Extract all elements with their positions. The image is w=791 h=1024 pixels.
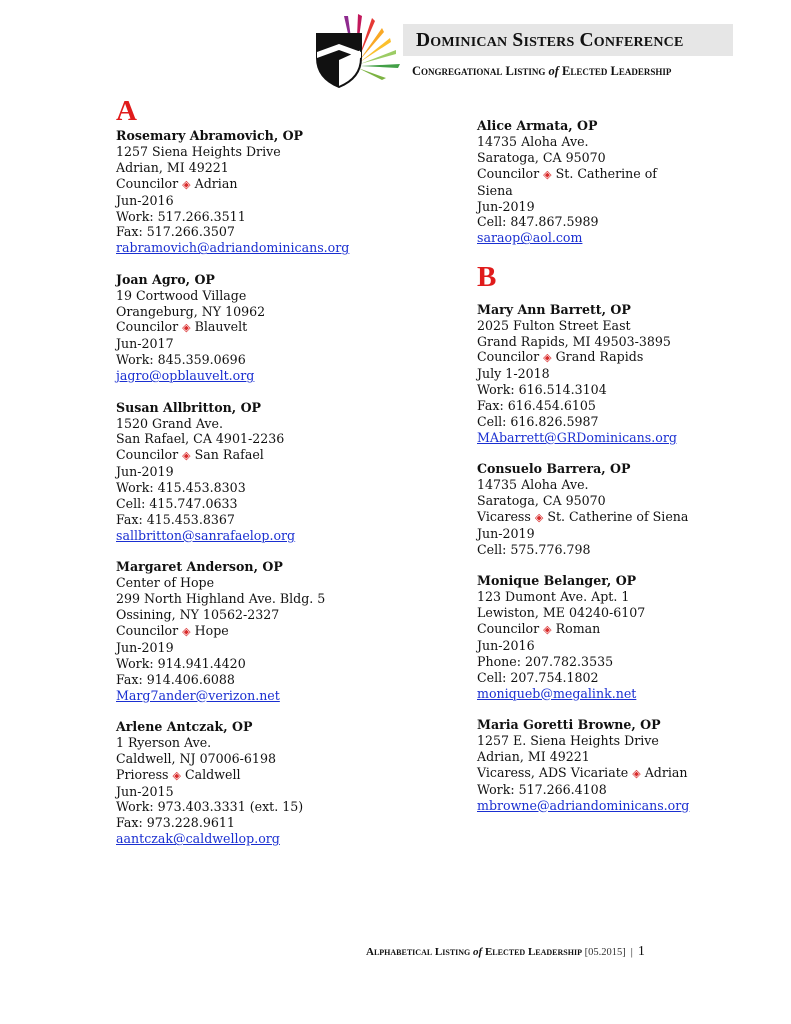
- role-line: [116, 319, 446, 336]
- role-title: Councilor: [477, 349, 540, 365]
- member-name: Susan Allbritton, OP: [116, 399, 262, 415]
- email-line: [116, 831, 446, 847]
- detail-line: Fax: 415.453.8367: [116, 511, 235, 527]
- detail-line: Phone: 207.782.3535: [477, 653, 614, 669]
- address-line: 299 North Highland Ave. Bldg. 5: [116, 591, 326, 607]
- address-line: 1520 Grand Ave.: [116, 415, 223, 431]
- address-line: Caldwell, NJ 07006-6198: [116, 750, 276, 766]
- diamond-icon: ◈: [182, 624, 191, 638]
- detail-line: Work: 845.359.0696: [116, 352, 246, 368]
- role-line: [116, 447, 446, 464]
- dominican-shield-logo: [314, 14, 402, 88]
- community-name: Blauvelt: [194, 319, 248, 335]
- role-title: Vicaress: [477, 509, 531, 525]
- role-line: [116, 767, 446, 784]
- email-link[interactable]: rabramovich@adriandominicans.org: [116, 240, 350, 256]
- entry-list-a-continued: [477, 118, 777, 246]
- member-name: Maria Goretti Browne, OP: [477, 717, 661, 733]
- community-name: St. Catherine of: [555, 165, 657, 181]
- email-link[interactable]: jagro@opblauvelt.org: [116, 368, 255, 384]
- role-line: [116, 176, 446, 193]
- footer-separator: |: [630, 947, 633, 958]
- member-name: Alice Armata, OP: [477, 118, 598, 133]
- address-line: Grand Rapids, MI 49503-3895: [477, 333, 671, 349]
- role-title: Vicaress, ADS Vicariate: [477, 764, 629, 780]
- role-line: [477, 166, 777, 183]
- diamond-icon: ◈: [543, 351, 552, 365]
- page-footer: [366, 944, 645, 960]
- address-line: Lewiston, ME 04240-6107: [477, 605, 646, 621]
- address-line: 1257 E. Siena Heights Drive: [477, 733, 659, 748]
- email-link[interactable]: Marg7ander@verizon.net: [116, 687, 280, 703]
- address-line: Ossining, NY 10562-2327: [116, 606, 280, 622]
- address-line: San Rafael, CA 4901-2236: [116, 431, 285, 447]
- address-line: 1257 Siena Heights Drive: [116, 143, 281, 159]
- detail-line: Jun-2019: [116, 464, 174, 480]
- member-name: Rosemary Abramovich, OP: [116, 128, 304, 143]
- email-line: [477, 686, 777, 702]
- email-line: [477, 230, 777, 246]
- role-line: [477, 509, 777, 526]
- email-link[interactable]: MAbarrett@GRDominicans.org: [477, 430, 677, 445]
- detail-line: Cell: 616.826.5987: [477, 414, 599, 430]
- detail-line: Jun-2019: [116, 639, 174, 655]
- subtitle-part2: Elected Leadership: [562, 64, 672, 78]
- list-item: [116, 719, 446, 847]
- page-number: 1: [637, 944, 645, 959]
- detail-line: Cell: 415.747.0633: [116, 496, 238, 512]
- detail-line: Jun-2016: [477, 637, 535, 653]
- role-title: Councilor: [116, 447, 179, 463]
- community-name: Adrian: [194, 175, 238, 191]
- community-name: Caldwell: [184, 766, 241, 782]
- member-name: Margaret Anderson, OP: [116, 559, 283, 575]
- role-title: Councilor: [477, 621, 540, 637]
- community-name-continued: Siena: [477, 182, 513, 198]
- diamond-icon: ◈: [182, 177, 191, 191]
- diamond-icon: ◈: [172, 768, 181, 782]
- address-line: 1 Ryerson Ave.: [116, 734, 212, 750]
- list-item: [477, 573, 777, 701]
- diamond-icon: ◈: [632, 766, 641, 780]
- email-link[interactable]: moniqueb@megalink.net: [477, 685, 637, 701]
- member-name: Monique Belanger, OP: [477, 573, 637, 589]
- email-line: [477, 430, 777, 446]
- entry-list-a: [116, 128, 446, 847]
- role-line: [116, 623, 446, 640]
- address-line: 14735 Aloha Ave.: [477, 477, 589, 493]
- detail-line: Fax: 914.406.6088: [116, 671, 235, 687]
- community-name: Roman: [555, 621, 601, 637]
- diamond-icon: ◈: [182, 449, 191, 463]
- entry-list-b: [477, 302, 777, 814]
- member-name: Consuelo Barrera, OP: [477, 461, 631, 477]
- list-item: [477, 302, 777, 446]
- list-item: [477, 461, 777, 557]
- footer-title-part1: Alphabetical Listing: [366, 946, 471, 958]
- diamond-icon: ◈: [543, 167, 552, 181]
- section-letter-b: B: [477, 260, 497, 293]
- email-link[interactable]: sallbritton@sanrafaelop.org: [116, 527, 296, 543]
- member-name: Arlene Antczak, OP: [116, 718, 253, 734]
- role-title: Councilor: [116, 319, 179, 335]
- address-line: Saratoga, CA 95070: [477, 493, 606, 509]
- footer-date: [05.2015]: [584, 947, 626, 958]
- diamond-icon: ◈: [543, 623, 552, 637]
- address-line: Adrian, MI 49221: [477, 748, 590, 764]
- address-line: 19 Cortwood Village: [116, 287, 247, 303]
- address-line: Saratoga, CA 95070: [477, 149, 606, 165]
- footer-title: [366, 946, 582, 958]
- detail-line: Fax: 616.454.6105: [477, 398, 596, 414]
- detail-line: Jun-2019: [477, 526, 535, 542]
- detail-line: Cell: 575.776.798: [477, 541, 591, 557]
- page-subtitle: [412, 64, 671, 79]
- role-line: [477, 765, 777, 782]
- detail-line: Work: 415.453.8303: [116, 480, 246, 496]
- member-name: Mary Ann Barrett, OP: [477, 301, 631, 317]
- role-title: Councilor: [116, 622, 179, 638]
- email-line: [116, 240, 446, 256]
- community-name: Hope: [194, 622, 229, 638]
- page-title: Dominican Sisters Conference: [416, 30, 684, 51]
- detail-line: Cell: 207.754.1802: [477, 669, 599, 685]
- diamond-icon: ◈: [534, 511, 544, 525]
- detail-line: Work: 517.266.3511: [116, 208, 246, 224]
- subtitle-of: of: [548, 64, 559, 78]
- email-link[interactable]: aantczak@caldwellop.org: [116, 831, 280, 847]
- detail-line: Jun-2019: [477, 198, 535, 214]
- address-line: Orangeburg, NY 10962: [116, 303, 266, 319]
- address-line: 123 Dumont Ave. Apt. 1: [477, 589, 630, 605]
- email-link[interactable]: saraop@aol.com: [477, 230, 583, 246]
- list-item: [116, 400, 446, 544]
- role-title: Councilor: [116, 175, 179, 191]
- detail-line: Work: 914.941.4420: [116, 655, 246, 671]
- role-line: [477, 349, 777, 366]
- role-title: Prioress: [116, 766, 169, 782]
- left-column: [116, 96, 446, 863]
- detail-line: Fax: 517.266.3507: [116, 224, 235, 240]
- subtitle-part1: Congregational Listing: [412, 64, 546, 78]
- member-name: Joan Agro, OP: [116, 271, 215, 287]
- section-letter-a: A: [116, 95, 137, 127]
- address-line: 14735 Aloha Ave.: [477, 133, 589, 149]
- detail-line: Fax: 973.228.9611: [116, 815, 235, 831]
- community-name: Grand Rapids: [555, 349, 644, 365]
- detail-line: Cell: 847.867.5989: [477, 214, 599, 230]
- detail-line: Work: 517.266.4108: [477, 781, 607, 797]
- list-item: [477, 717, 777, 813]
- role-title: Councilor: [477, 165, 540, 181]
- detail-line: Jun-2016: [116, 192, 174, 208]
- list-item: [116, 128, 446, 256]
- email-line: [116, 368, 446, 384]
- community-name: San Rafael: [194, 447, 264, 463]
- right-column: [477, 118, 777, 829]
- email-line: [477, 798, 777, 814]
- list-item: [477, 118, 777, 246]
- address-line: 2025 Fulton Street East: [477, 317, 631, 333]
- detail-line: Work: 616.514.3104: [477, 382, 607, 398]
- detail-line: July 1-2018: [477, 366, 550, 382]
- address-line: Center of Hope: [116, 575, 215, 591]
- list-item: [116, 272, 446, 384]
- header-title-bar: [403, 24, 733, 56]
- detail-line: Work: 973.403.3331 (ext. 15): [116, 799, 304, 815]
- footer-title-part2: Elected Leadership: [484, 946, 582, 958]
- footer-title-of: of: [473, 946, 483, 958]
- address-line: Adrian, MI 49221: [116, 159, 229, 175]
- community-name: St. Catherine of Siena: [547, 509, 689, 525]
- detail-line: Jun-2015: [116, 783, 174, 799]
- email-link[interactable]: mbrowne@adriandominicans.org: [477, 797, 690, 813]
- detail-line: Jun-2017: [116, 336, 174, 352]
- diamond-icon: ◈: [182, 321, 191, 335]
- role-line: [477, 621, 777, 638]
- list-item: [116, 559, 446, 703]
- community-name: Adrian: [644, 764, 688, 780]
- email-line: [116, 528, 446, 544]
- email-line: [116, 688, 446, 704]
